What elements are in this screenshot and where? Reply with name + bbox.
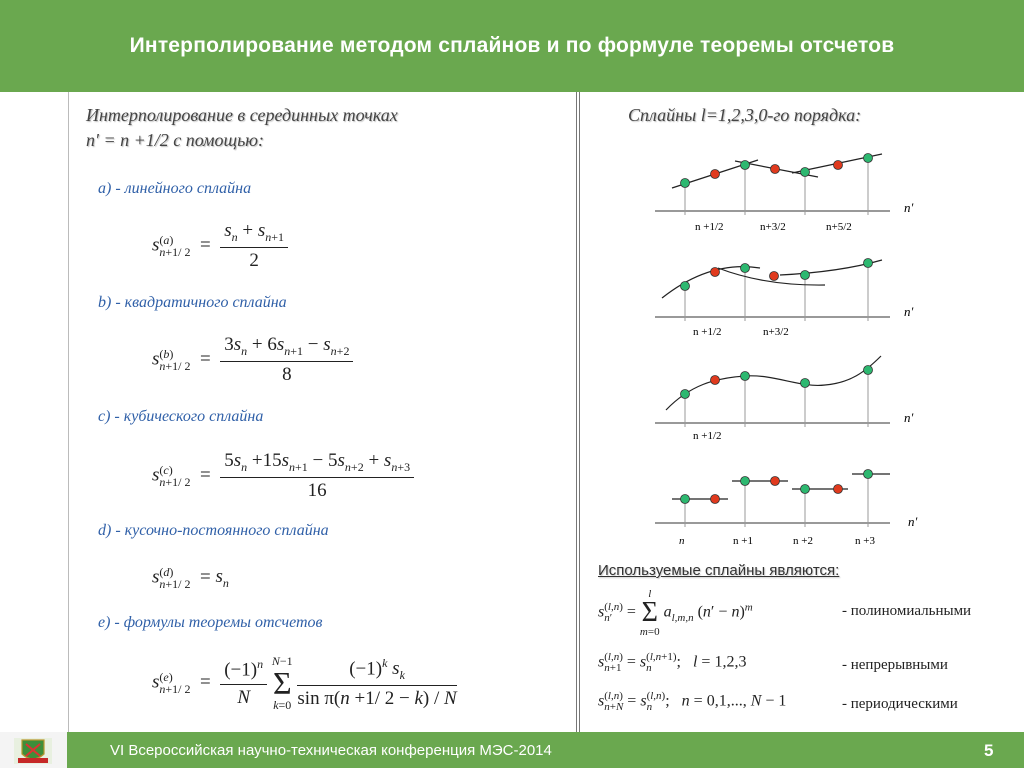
label-piecewise-spline: d) - кусочно-постоянного сплайна [98, 522, 329, 539]
used-splines-heading: Используемые сплайны являются: [598, 562, 840, 579]
axis-label-3: n′ [904, 410, 914, 425]
plot-quadratic [655, 259, 914, 339]
axis-label-2: n′ [904, 304, 914, 319]
tick-1a: n +1/2 [695, 221, 724, 233]
plot-piecewise [655, 470, 918, 548]
formula-e: s (e) n+1/ 2 = $\frac{(-1)^n}{N}$ N−1 Σ k=0 $\frac{(-1)^k s_k}{\text{sin π(n +1/ 2 − k) / N}}$ [152, 654, 457, 712]
label-linear-spline: a) - линейного сплайна [98, 180, 252, 197]
formula-continuous: s (l,n) n+1 = s (l,n+1) n ; l = 1,2,3 [598, 651, 747, 674]
left-margin-line [68, 92, 69, 732]
slide-title: Интерполирование методом сплайнов и по формуле теоремы отсчетов [129, 34, 895, 57]
label-sampling-theorem: e) - формулы теоремы отсчетов [98, 614, 323, 631]
tick-1b: n+3/2 [760, 221, 786, 233]
plot-linear [655, 154, 914, 234]
conference-name: VI Всероссийская научно-техническая конференция МЭС-2014 [110, 742, 552, 759]
tick-4a: n [679, 535, 685, 547]
label-cubic-spline: c) - кубического сплайна [98, 408, 264, 425]
plot-cubic [655, 356, 914, 442]
right-heading: Сплайны l=1,2,3,0-го порядка: [628, 105, 862, 125]
tick-4b: n +1 [733, 535, 753, 547]
label-periodic: - периодическими [842, 696, 958, 712]
footer-logo-area [0, 732, 67, 768]
column-divider [576, 92, 580, 732]
formula-d: s (d) n+1/ 2 = $s_n$ [152, 565, 229, 591]
formula-a: s (a) n+1/ 2 = $\frac{s_n + s_{n+1}}{2}$ [152, 220, 288, 272]
tick-4c: n +2 [793, 535, 813, 547]
label-polynomial: - полиномиальными [842, 603, 972, 619]
label-quadratic-spline: b) - квадратичного сплайна [98, 294, 287, 311]
formula-b: s (b) n+1/ 2 = $\frac{3s_n + 6s_{n+1} - s_{n+2}}{8}$ [152, 334, 353, 386]
emblem-icon [0, 732, 67, 768]
tick-2a: n +1/2 [693, 326, 722, 338]
left-heading-line2: n′ = n +1/2 с помощью: [86, 130, 264, 150]
axis-label-1: n′ [904, 200, 914, 215]
left-heading-line1: Интерполирование в серединных точках [86, 105, 398, 125]
spline-plots [600, 140, 1020, 560]
tick-3a: n +1/2 [693, 430, 722, 442]
formula-periodic: s (l,n) n+N = s (l,n) n ; n = 0,1,..., N − 1 [598, 690, 787, 713]
formula-c: s (c) n+1/ 2 = $\frac{5s_n +15s_{n+1} - 5s_{n+2} + s_{n+3}}{16}$ [152, 450, 414, 502]
formula-polynomial: s (l,n) n′ = l Σ m=0 $a_{l,m,n}$ $(n' - n)^m$ [598, 588, 753, 638]
axis-label-4: n′ [908, 514, 918, 529]
label-continuous: - непрерывными [842, 657, 948, 673]
tick-1c: n+5/2 [826, 221, 852, 233]
tick-4d: n +3 [855, 535, 875, 547]
page-number: 5 [984, 741, 994, 760]
tick-2b: n+3/2 [763, 326, 789, 338]
